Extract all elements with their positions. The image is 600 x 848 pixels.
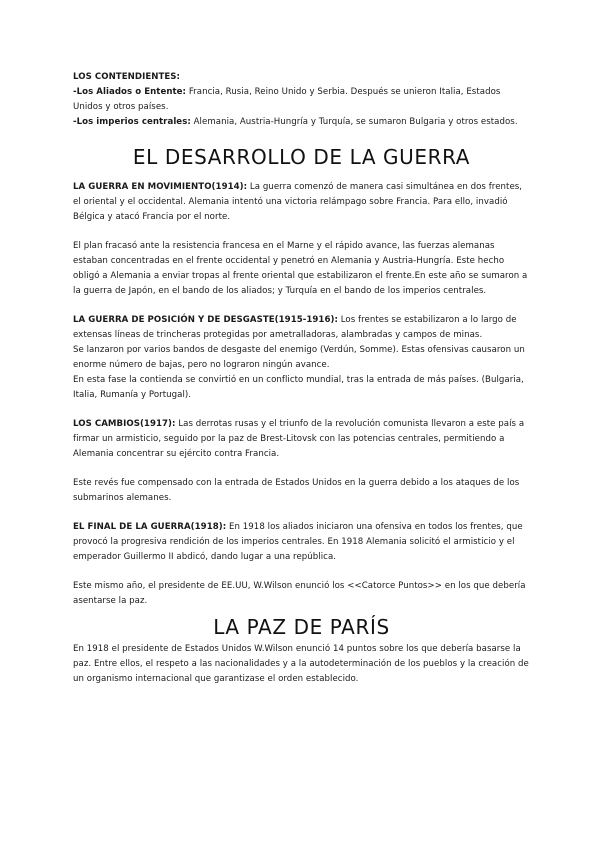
imperios-paragraph xyxy=(73,115,530,130)
aliados-text: Francia, Rusia, Reino Unido y Serbia. Después se unieron Italia, Estados Unidos y otros países. xyxy=(73,87,501,112)
movimiento-text: La guerra comenzó de manera casi simultánea en dos frentes, el oriental y el occidental. Alemania intentó una victoria relámpago sobre Francia. Para ello, invadió Bélgica y atacó Francia por el norte. xyxy=(73,182,523,222)
aliados-label: -Los Aliados o Entente: xyxy=(73,87,187,97)
posicion-label: LA GUERRA DE POSICIÓN Y DE DESGASTE(1915-1916): xyxy=(73,315,338,325)
paz-title: LA PAZ DE PARÍS xyxy=(213,615,390,639)
posicion-paragraph xyxy=(73,313,530,343)
plan-paragraph: El plan fracasó ante la resistencia francesa en el Marne y el rápido avance, las fuerzas alemanas estaban concentradas en el frente occidental y penetró en Alemania y Austria-Hungría. Este hecho obligó a Alemania a enviar tropas al frente oriental que estabilizaron el frente.En este año se sumaron a la guerra de Japón, en el bando de los aliados; y Turquía en el bando de los imperios centrales. xyxy=(73,241,528,296)
final-label: EL FINAL DE LA GUERRA(1918): xyxy=(73,522,227,532)
fase-paragraph: En esta fase la contienda se convirtió en un conflicto mundial, tras la entrada de más países. (Bulgaria, Italia, Rumanía y Portugal). xyxy=(73,375,524,400)
movimiento-label: LA GUERRA EN MOVIMIENTO(1914): xyxy=(73,182,248,192)
paz-paragraph: En 1918 el presidente de Estados Unidos W.Wilson enunció 14 puntos sobre los que debería basarse la paz. Entre ellos, el respeto a las nacionalidades y a la autodeterminación de los pueblos y la creación de un organismo internacional que garantizase el orden establecido. xyxy=(73,644,529,684)
contendientes-heading: LOS CONTENDIENTES: xyxy=(73,72,181,82)
imperios-label: -Los imperios centrales: xyxy=(73,117,191,127)
lanzaron-paragraph: Se lanzaron por varios bandos de desgaste del enemigo (Verdún, Somme). Estas ofensivas causaron un enorme número de bajas, pero no lograron ningún avance. xyxy=(73,345,525,370)
final-text: En 1918 los aliados iniciaron una ofensiva en todos los frentes, que provocó la progresiva rendición de los imperios centrales. En 1918 Alemania solicitó el armisticio y el emperador Guillermo II abdicó, dando lugar a una república. xyxy=(73,522,523,562)
posicion-text: Los frentes se estabilizaron a lo largo de extensas líneas de trincheras protegidas por ametralladoras, alambradas y campos de minas. xyxy=(73,315,517,340)
aliados-paragraph xyxy=(73,85,530,115)
cambios-paragraph xyxy=(73,417,530,462)
cambios-label: LOS CAMBIOS(1917): xyxy=(73,419,176,429)
cambios-text: Las derrotas rusas y el triunfo de la revolución comunista llevaron a este país a firmar un armisticio, seguido por la paz de Brest-Litovsk con las potencias centrales, permitiendo a Alemania concentrar su ejército contra Francia. xyxy=(73,419,525,459)
final-paragraph xyxy=(73,520,530,565)
mismo-paragraph: Este mismo año, el presidente de EE.UU, W.Wilson enunció los <<Catorce Puntos>> en los que debería asentarse la paz. xyxy=(73,581,526,606)
desarrollo-title: EL DESARROLLO DE LA GUERRA xyxy=(132,145,471,169)
imperios-text: Alemania, Austria-Hungría y Turquía, se sumaron Bulgaria y otros estados. xyxy=(190,117,518,127)
reves-paragraph: Este revés fue compensado con la entrada de Estados Unidos en la guerra debido a los ataques de los submarinos alemanes. xyxy=(73,478,520,503)
movimiento-paragraph xyxy=(73,180,530,225)
